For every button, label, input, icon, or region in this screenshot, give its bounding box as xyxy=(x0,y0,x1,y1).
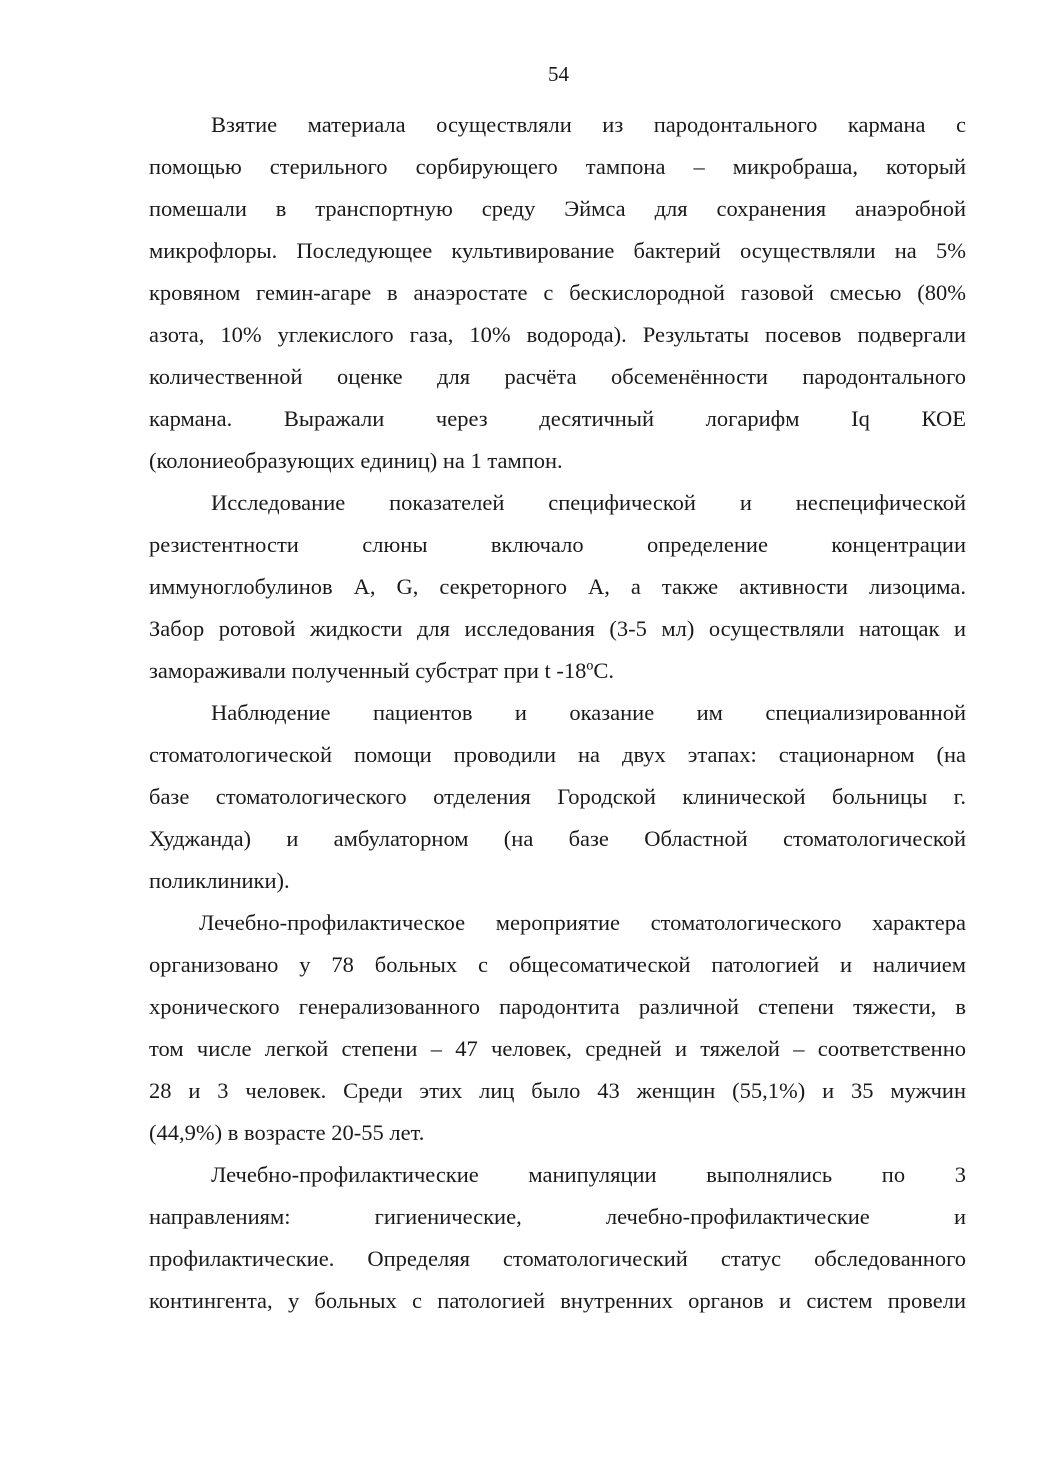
text-line: (колониеобразующих единиц) на 1 тампон. xyxy=(149,448,563,473)
text-line: помощью стерильного сорбирующего тампона – микробраша, который xyxy=(149,154,966,179)
paragraph-treatment-cohort xyxy=(149,902,966,1154)
text-line: Исследование показателей специфической и неспецифической xyxy=(211,490,966,515)
text-line: замораживали полученный субстрат при t -18ºС. xyxy=(149,658,614,683)
text-line: помешали в транспортную среду Эймса для сохранения анаэробной xyxy=(149,196,966,221)
text-line: кармана. Выражали через десятичный логарифм Iq КОЕ xyxy=(149,406,966,431)
text-line: Забор ротовой жидкости для исследования (3-5 мл) осуществляли натощак и xyxy=(149,616,966,641)
text-line: Лечебно-профилактическое мероприятие стоматологического характера xyxy=(199,910,966,935)
text-line: микрофлоры. Последующее культивирование бактерий осуществляли на 5% xyxy=(149,238,966,263)
text-line: стоматологической помощи проводили на двух этапах: стационарном (на xyxy=(149,742,966,767)
body-text xyxy=(149,104,966,1322)
text-line: Лечебно-профилактические манипуляции выполнялись по 3 xyxy=(211,1162,966,1187)
paragraph-manipulation-directions xyxy=(149,1154,966,1322)
text-line: кровяном гемин-агаре в анаэростате с бескислородной газовой смесью (80% xyxy=(149,280,966,305)
text-line: профилактические. Определяя стоматологический статус обследованного xyxy=(149,1246,966,1271)
text-line: организовано у 78 больных с общесоматической патологией и наличием xyxy=(149,952,966,977)
text-line: 28 и 3 человек. Среди этих лиц было 43 женщин (55,1%) и 35 мужчин xyxy=(149,1078,966,1103)
text-line: количественной оценке для расчёта обсеменённости пародонтального xyxy=(149,364,966,389)
text-line: Худжанда) и амбулаторном (на базе Областной стоматологической xyxy=(149,826,966,851)
text-line: Взятие материала осуществляли из пародонтального кармана с xyxy=(211,112,966,137)
text-line: базе стоматологического отделения Городской клинической больницы г. xyxy=(149,784,966,809)
text-line: контингента, у больных с патологией внутренних органов и систем провели xyxy=(149,1288,966,1313)
text-line: резистентности слюны включало определение концентрации xyxy=(149,532,966,557)
text-line: азота, 10% углекислого газа, 10% водорода). Результаты посевов подвергали xyxy=(149,322,966,347)
text-line: хронического генерализованного пародонтита различной степени тяжести, в xyxy=(149,994,966,1019)
paragraph-patient-observation xyxy=(149,692,966,902)
text-line: (44,9%) в возрасте 20-55 лет. xyxy=(149,1120,425,1145)
text-line: поликлиники). xyxy=(149,868,290,893)
text-line: Наблюдение пациентов и оказание им специализированной xyxy=(211,700,966,725)
text-line: иммуноглобулинов A, G, секреторного A, а также активности лизоцима. xyxy=(149,574,966,599)
text-line: том числе легкой степени – 47 человек, средней и тяжелой – соответственно xyxy=(149,1036,966,1061)
text-line: направлениям: гигиенические, лечебно-профилактические и xyxy=(149,1204,966,1229)
paragraph-sample-collection xyxy=(149,104,966,482)
paragraph-saliva-resistance xyxy=(149,482,966,692)
page-number: 54 xyxy=(548,62,569,86)
